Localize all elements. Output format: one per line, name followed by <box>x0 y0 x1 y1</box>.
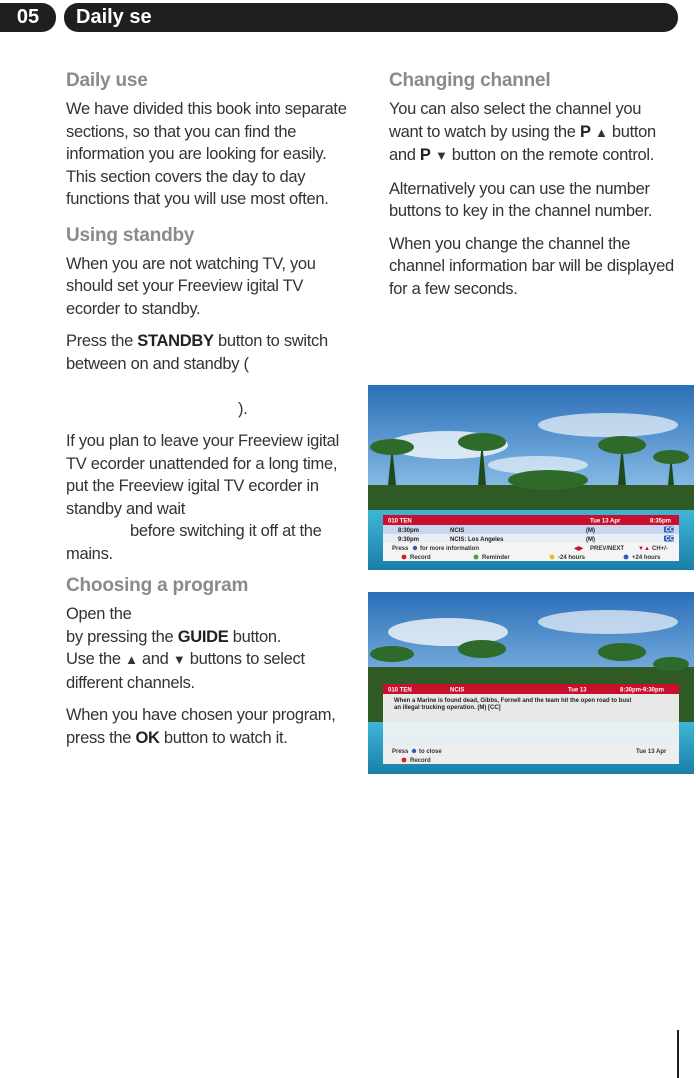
down-arrow-icon: ▼ <box>434 148 448 163</box>
osd-row <box>383 534 679 543</box>
changing-paragraph-3: When you change the channel the channel information bar will be displayed for a few seconds. <box>389 234 674 298</box>
heading-daily-use: Daily use <box>66 70 148 91</box>
key-minus-24: -24 hours <box>558 555 586 561</box>
ok-key: OK <box>135 728 160 747</box>
row1-title: NCIS <box>450 527 465 534</box>
synopsis-line-2: an illegal trucking operation. (M) [CC] <box>394 705 501 711</box>
more-info-text: for more information <box>420 546 480 552</box>
row2-rating: (M) <box>586 536 595 543</box>
osd2-date: Tue 13 Apr <box>636 749 667 755</box>
choosing-p2-after: button to watch it. <box>159 728 288 747</box>
tv-screen-1 <box>368 385 694 570</box>
choosing-p2-before: When you have chosen your program, press the <box>66 706 336 747</box>
tv-screen-2 <box>368 592 694 774</box>
blue-key-icon <box>412 749 416 753</box>
heading-changing-channel: Changing channel <box>389 70 551 91</box>
press-text: Press <box>392 546 409 552</box>
red-key-icon <box>402 758 407 763</box>
osd-clock: 8:35pm <box>650 518 672 525</box>
p-key-up: P <box>579 122 591 141</box>
key-plus-24: +24 hours <box>632 555 661 561</box>
blue-key-icon <box>624 555 629 560</box>
left-right-arrows-icon: ◀▶ <box>574 546 584 552</box>
right-column <box>389 70 679 310</box>
changing-paragraph-1 <box>389 98 679 168</box>
row2-title: NCIS: Los Angeles <box>450 536 504 543</box>
yellow-key-icon <box>550 555 555 560</box>
page-header <box>0 0 696 34</box>
key-record: Record <box>410 758 431 764</box>
standby-paragraph-2 <box>66 330 356 420</box>
daily-use-paragraph: We have divided this book into separate sections, so that you can find the information you are looking for easily. This section covers the day to day functions that you will use most often. <box>66 100 347 208</box>
key-record: Record <box>410 555 431 561</box>
screenshot-program-info <box>368 592 694 774</box>
osd-row-selected <box>383 525 679 534</box>
row2-cc-badge: CC <box>665 536 675 543</box>
press-text: Press <box>392 749 409 755</box>
chapter-number: 05 <box>0 3 56 32</box>
p-key-down: P <box>419 146 431 164</box>
up-arrow-icon: ▲ <box>125 652 138 667</box>
osd2-title: NCIS <box>450 687 465 694</box>
osd2-channel: 010 TEN <box>388 687 412 694</box>
row1-time: 8:30pm <box>398 527 420 534</box>
choosing-p1-d: Use the <box>66 650 126 668</box>
choosing-p1-e: and <box>137 650 173 668</box>
changing-p1-c: button on the remote control. <box>447 146 655 164</box>
standby-p2-end: ). <box>238 399 248 418</box>
synopsis-line-1: When a Marine is found dead, Gibbs, Fornell and the team hit the open road to bust <box>394 698 632 704</box>
row1-cc-badge: CC <box>665 527 675 534</box>
standby-p3-a: If you plan to leave your Freeview igital TV ecorder unattended for a long time, put the Freeview igital TV ecorder in standby and wait <box>66 432 339 518</box>
standby-p3-b: before switching it off at the mains. <box>66 522 322 563</box>
row1-rating: (M) <box>586 527 595 534</box>
prev-next-text: PREV/NEXT <box>590 546 625 552</box>
standby-p2-before: Press the <box>66 332 138 350</box>
row2-time: 9:30pm <box>398 536 420 543</box>
osd2-time-range: 8:30pm-9:30pm <box>620 687 665 694</box>
guide-key: GUIDE <box>177 627 229 646</box>
red-key-icon <box>402 555 407 560</box>
choosing-p1-c: button. <box>228 627 282 646</box>
green-key-icon <box>474 555 479 560</box>
down-arrow-icon: ▼ <box>172 652 186 667</box>
chapter-title: Daily se <box>64 3 678 32</box>
osd2-day: Tue 13 <box>568 687 587 694</box>
ch-text: CH+/- <box>652 546 668 552</box>
osd-date: Tue 13 Apr <box>590 518 621 525</box>
up-arrow-icon: ▲ <box>594 124 608 140</box>
osd-header-bar <box>383 515 679 525</box>
choosing-p1-f: buttons to select different channels. <box>66 650 305 692</box>
page-edge-rule <box>677 1030 679 1078</box>
choosing-p1-b: by pressing the <box>66 627 178 646</box>
standby-paragraph-3 <box>66 430 356 565</box>
heading-choosing-program: Choosing a program <box>66 575 249 596</box>
screenshot-channel-info-bar <box>368 385 694 570</box>
heading-using-standby: Using standby <box>66 224 195 246</box>
standby-paragraph-1: When you are not watching TV, you should set your Freeview igital TV ecorder to standby. <box>66 254 316 318</box>
changing-p1-b: button and <box>389 122 656 164</box>
choosing-p1-a: Open the <box>66 605 132 623</box>
choosing-paragraph-2 <box>66 704 356 749</box>
left-column <box>66 70 356 759</box>
close-text: to close <box>419 749 442 755</box>
changing-p1-a: You can also select the channel you want to watch by using the <box>389 100 642 141</box>
choosing-paragraph-1 <box>66 603 356 694</box>
changing-paragraph-2: Alternatively you can use the number buttons to key in the channel number. <box>389 179 653 220</box>
standby-key: STANDBY <box>137 332 214 350</box>
osd-channel: 010 TEN <box>388 518 412 525</box>
up-down-arrows-icon: ▼▲ <box>638 546 650 552</box>
blue-key-icon <box>413 546 417 550</box>
standby-p2-after: button to switch between on and standby ( <box>66 332 328 373</box>
key-reminder: Reminder <box>482 555 510 561</box>
